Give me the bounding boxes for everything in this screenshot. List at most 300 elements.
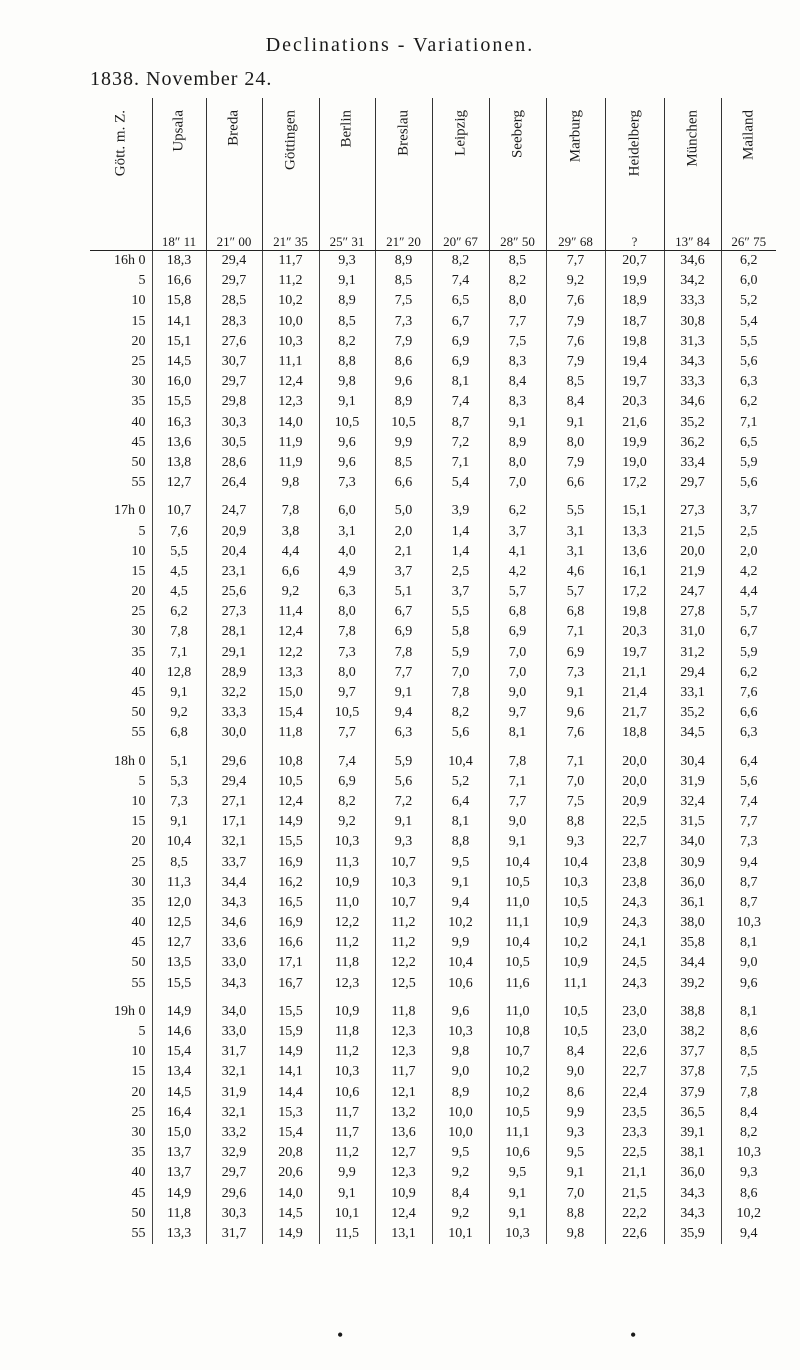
value-cell: 9,5 [489,1163,546,1183]
value-cell: 29,1 [206,643,262,663]
value-cell: 7,3 [721,832,776,852]
value-cell: 7,6 [546,332,605,352]
value-cell: 16,7 [262,974,319,994]
value-cell: 7,0 [489,473,546,493]
value-cell: 14,0 [262,1183,319,1203]
value-cell: 6,2 [489,493,546,521]
time-cell: 50 [131,454,146,470]
value-cell: 23,0 [605,1022,664,1042]
value-cell: 5,7 [489,582,546,602]
column-offset: 21″ 00 [216,234,252,249]
value-cell: 7,4 [432,392,489,412]
value-cell: 35,9 [664,1224,721,1244]
value-cell: 9,3 [546,832,605,852]
column-header-berlin [319,98,375,251]
value-cell: 27,1 [206,792,262,812]
value-cell: 14,5 [152,1083,206,1103]
value-cell: 11,7 [262,251,319,272]
table-row [90,933,776,953]
value-cell: 10,5 [262,772,319,792]
value-cell: 6,6 [262,562,319,582]
column-offset: ? [631,234,638,249]
value-cell: 8,2 [432,251,489,272]
value-cell: 19,7 [605,372,664,392]
value-cell: 5,5 [152,542,206,562]
value-cell: 20,0 [664,542,721,562]
value-cell: 16,9 [262,852,319,872]
time-cell: 5 [138,773,146,789]
value-cell: 34,6 [206,913,262,933]
value-cell: 11,4 [262,602,319,622]
time-cell: 25 [131,604,146,620]
table-row [90,291,776,311]
value-cell: 5,9 [432,643,489,663]
value-cell: 11,0 [319,893,375,913]
value-cell: 6,5 [721,433,776,453]
value-cell: 9,1 [546,1163,605,1183]
table-row [90,832,776,852]
value-cell: 13,6 [375,1123,432,1143]
table-row [90,873,776,893]
value-cell: 12,3 [319,974,375,994]
value-cell: 4,5 [152,562,206,582]
value-cell: 23,8 [605,873,664,893]
value-cell: 8,0 [319,602,375,622]
column-offset: 21″ 20 [386,234,421,249]
value-cell: 34,6 [664,392,721,412]
value-cell: 11,2 [375,933,432,953]
value-cell: 7,5 [489,332,546,352]
value-cell: 31,7 [206,1224,262,1244]
value-cell: 2,5 [721,521,776,541]
value-cell: 6,8 [546,602,605,622]
time-cell: 40 [131,1165,146,1181]
time-cell: 5 [138,1024,146,1040]
value-cell: 10,3 [721,1143,776,1163]
value-cell: 32,9 [206,1143,262,1163]
value-cell: 9,2 [432,1163,489,1183]
table-row [90,744,776,772]
value-cell: 20,3 [605,622,664,642]
value-cell: 4,1 [489,542,546,562]
value-cell: 19,4 [605,352,664,372]
value-cell: 5,9 [375,744,432,772]
table-row [90,271,776,291]
value-cell: 11,1 [489,1123,546,1143]
value-cell: 22,5 [605,1143,664,1163]
value-cell: 32,1 [206,832,262,852]
value-cell: 12,7 [152,933,206,953]
value-cell: 4,2 [489,562,546,582]
value-cell: 10,4 [489,852,546,872]
table-row [90,433,776,453]
value-cell: 15,4 [262,703,319,723]
value-cell: 10,5 [375,413,432,433]
value-cell: 10,9 [319,873,375,893]
value-cell: 34,0 [206,994,262,1022]
table-row [90,372,776,392]
value-cell: 22,5 [605,812,664,832]
value-cell: 7,5 [721,1062,776,1082]
value-cell: 15,9 [262,1022,319,1042]
value-cell: 13,6 [152,433,206,453]
value-cell: 5,3 [152,772,206,792]
value-cell: 6,3 [319,582,375,602]
table-row [90,1224,776,1244]
value-cell: 10,3 [721,913,776,933]
value-cell: 31,7 [206,1042,262,1062]
value-cell: 7,7 [721,812,776,832]
time-cell: 55 [131,975,146,991]
value-cell: 23,3 [605,1123,664,1143]
value-cell: 4,9 [319,562,375,582]
time-cell: 20 [131,333,146,349]
value-cell: 13,7 [152,1143,206,1163]
value-cell: 11,8 [319,953,375,973]
value-cell: 9,1 [432,873,489,893]
value-cell: 8,6 [546,1083,605,1103]
value-cell: 7,0 [489,663,546,683]
value-cell: 3,7 [375,562,432,582]
table-row [90,453,776,473]
time-cell: 45 [131,685,146,701]
value-cell: 27,3 [206,602,262,622]
value-cell: 7,6 [546,723,605,743]
value-cell: 21,1 [605,1163,664,1183]
value-cell: 31,3 [664,332,721,352]
value-cell: 36,5 [664,1103,721,1123]
time-cell: 50 [131,955,146,971]
value-cell: 10,0 [262,312,319,332]
value-cell: 8,1 [721,933,776,953]
value-cell: 10,2 [262,291,319,311]
value-cell: 7,7 [319,723,375,743]
value-cell: 21,4 [605,683,664,703]
value-cell: 10,5 [546,1022,605,1042]
value-cell: 10,5 [489,1103,546,1123]
value-cell: 12,7 [152,473,206,493]
value-cell: 15,8 [152,291,206,311]
value-cell: 14,5 [262,1204,319,1224]
value-cell: 5,9 [721,643,776,663]
value-cell: 9,8 [262,473,319,493]
value-cell: 8,6 [375,352,432,372]
value-cell: 21,9 [664,562,721,582]
value-cell: 7,8 [375,643,432,663]
value-cell: 10,3 [262,332,319,352]
value-cell: 8,9 [489,433,546,453]
value-cell: 29,4 [206,772,262,792]
value-cell: 9,0 [432,1062,489,1082]
table-row [90,1062,776,1082]
value-cell: 6,6 [721,703,776,723]
value-cell: 33,0 [206,1022,262,1042]
column-offset: 25″ 31 [329,234,365,249]
value-cell: 33,4 [664,453,721,473]
table-body [90,251,776,1245]
time-cell: 15 [131,814,146,830]
value-cell: 10,6 [319,1083,375,1103]
value-cell: 7,7 [489,312,546,332]
time-cell: 5 [138,523,146,539]
value-cell: 34,3 [206,974,262,994]
table-row [90,1143,776,1163]
value-cell: 9,4 [432,893,489,913]
value-cell: 26,4 [206,473,262,493]
time-cell: 50 [131,1205,146,1221]
value-cell: 6,3 [375,723,432,743]
value-cell: 11,8 [262,723,319,743]
value-cell: 22,4 [605,1083,664,1103]
value-cell: 9,1 [546,413,605,433]
value-cell: 38,2 [664,1022,721,1042]
value-cell: 6,9 [489,622,546,642]
value-cell: 13,8 [152,453,206,473]
value-cell: 30,5 [206,433,262,453]
value-cell: 5,4 [432,473,489,493]
value-cell: 11,2 [319,933,375,953]
value-cell: 24,3 [605,913,664,933]
value-cell: 8,8 [546,1204,605,1224]
value-cell: 6,2 [721,251,776,272]
time-cell: 30 [131,1124,146,1140]
value-cell: 11,7 [375,1062,432,1082]
value-cell: 8,5 [721,1042,776,1062]
value-cell: 9,6 [319,433,375,453]
value-cell: 7,3 [152,792,206,812]
value-cell: 11,8 [152,1204,206,1224]
value-cell: 31,0 [664,622,721,642]
value-cell: 10,3 [546,873,605,893]
value-cell: 2,5 [432,562,489,582]
value-cell: 12,2 [262,643,319,663]
value-cell: 10,7 [152,493,206,521]
value-cell: 32,1 [206,1062,262,1082]
value-cell: 37,9 [664,1083,721,1103]
variation-table [90,98,776,1244]
time-cell: 35 [131,644,146,660]
value-cell: 8,9 [432,1083,489,1103]
value-cell: 7,9 [546,352,605,372]
value-cell: 23,1 [206,562,262,582]
value-cell: 23,5 [605,1103,664,1123]
value-cell: 10,9 [319,994,375,1022]
value-cell: 9,0 [721,953,776,973]
value-cell: 11,2 [319,1042,375,1062]
value-cell: 9,1 [546,683,605,703]
value-cell: 6,2 [721,392,776,412]
value-cell: 19,9 [605,271,664,291]
value-cell: 9,0 [489,683,546,703]
value-cell: 8,2 [319,332,375,352]
value-cell: 9,1 [489,832,546,852]
value-cell: 14,9 [262,1042,319,1062]
value-cell: 10,7 [375,852,432,872]
value-cell: 13,2 [375,1103,432,1123]
value-cell: 10,7 [375,893,432,913]
column-header-seeberg [489,98,546,251]
value-cell: 31,9 [664,772,721,792]
value-cell: 12,5 [375,974,432,994]
value-cell: 6,7 [432,312,489,332]
table-row [90,1183,776,1203]
value-cell: 16,6 [152,271,206,291]
value-cell: 3,7 [489,521,546,541]
column-name: Seeberg [509,110,525,159]
value-cell: 9,2 [432,1204,489,1224]
value-cell: 7,2 [432,433,489,453]
time-cell: 20 [131,1084,146,1100]
value-cell: 37,8 [664,1062,721,1082]
value-cell: 5,1 [152,744,206,772]
table-row [90,542,776,562]
time-cell: 15 [131,563,146,579]
column-offset: 21″ 35 [273,234,308,249]
value-cell: 9,4 [375,703,432,723]
column-header-breda [206,98,262,251]
table-row [90,622,776,642]
value-cell: 35,2 [664,413,721,433]
value-cell: 3,1 [546,521,605,541]
table-row [90,663,776,683]
value-cell: 7,6 [721,683,776,703]
value-cell: 3,8 [262,521,319,541]
value-cell: 17,1 [262,953,319,973]
value-cell: 7,0 [432,663,489,683]
table-row [90,953,776,973]
value-cell: 9,9 [375,433,432,453]
value-cell: 11,2 [262,271,319,291]
value-cell: 28,3 [206,312,262,332]
value-cell: 8,2 [319,792,375,812]
value-cell: 9,5 [432,1143,489,1163]
value-cell: 30,4 [664,744,721,772]
time-cell: 55 [131,725,146,741]
value-cell: 11,5 [319,1224,375,1244]
value-cell: 16,0 [152,372,206,392]
value-cell: 14,9 [152,994,206,1022]
time-cell: 35 [131,1145,146,1161]
value-cell: 11,3 [319,852,375,872]
column-offset: 26″ 75 [731,234,767,249]
value-cell: 22,7 [605,832,664,852]
column-header-gott [90,98,152,251]
table-row [90,812,776,832]
value-cell: 19,8 [605,332,664,352]
value-cell: 14,1 [152,312,206,332]
value-cell: 39,2 [664,974,721,994]
value-cell: 33,2 [206,1123,262,1143]
value-cell: 5,2 [721,291,776,311]
value-cell: 9,1 [319,271,375,291]
value-cell: 7,2 [375,792,432,812]
value-cell: 8,0 [489,291,546,311]
value-cell: 6,0 [721,271,776,291]
value-cell: 8,1 [489,723,546,743]
value-cell: 6,9 [375,622,432,642]
time-cell: 17h 0 [114,503,146,519]
value-cell: 12,4 [262,792,319,812]
value-cell: 10,1 [319,1204,375,1224]
value-cell: 33,6 [206,933,262,953]
value-cell: 6,4 [721,744,776,772]
value-cell: 30,0 [206,723,262,743]
value-cell: 9,8 [319,372,375,392]
value-cell: 12,4 [262,372,319,392]
column-offset: 28″ 50 [500,234,535,249]
time-cell: 15 [131,313,146,329]
value-cell: 10,2 [721,1204,776,1224]
value-cell: 21,5 [664,521,721,541]
value-cell: 9,6 [375,372,432,392]
value-cell: 10,8 [489,1022,546,1042]
value-cell: 6,5 [432,291,489,311]
value-cell: 10,2 [489,1062,546,1082]
table-row [90,521,776,541]
value-cell: 10,5 [319,413,375,433]
value-cell: 20,8 [262,1143,319,1163]
time-cell: 10 [131,543,146,559]
column-header-mailand [721,98,776,251]
table-row [90,413,776,433]
value-cell: 24,1 [605,933,664,953]
value-cell: 8,5 [152,852,206,872]
table-row [90,352,776,372]
value-cell: 32,4 [664,792,721,812]
value-cell: 29,7 [206,271,262,291]
column-name: Leipzig [452,110,468,156]
value-cell: 18,9 [605,291,664,311]
value-cell: 15,0 [152,1123,206,1143]
header-row [90,98,776,251]
value-cell: 7,8 [152,622,206,642]
value-cell: 12,2 [375,953,432,973]
value-cell: 15,4 [152,1042,206,1062]
value-cell: 31,5 [664,812,721,832]
value-cell: 8,6 [721,1022,776,1042]
value-cell: 10,4 [432,744,489,772]
value-cell: 28,9 [206,663,262,683]
value-cell: 8,4 [546,392,605,412]
value-cell: 9,3 [721,1163,776,1183]
value-cell: 10,5 [489,873,546,893]
value-cell: 12,3 [375,1163,432,1183]
time-cell: 10 [131,293,146,309]
value-cell: 7,3 [319,473,375,493]
time-cell: 15 [131,1064,146,1080]
value-cell: 10,1 [432,1224,489,1244]
value-cell: 5,7 [721,602,776,622]
value-cell: 19,7 [605,643,664,663]
value-cell: 29,7 [206,1163,262,1183]
value-cell: 7,8 [489,744,546,772]
value-cell: 7,4 [319,744,375,772]
column-name: Berlin [338,110,355,148]
value-cell: 36,2 [664,433,721,453]
value-cell: 5,5 [546,493,605,521]
time-cell: 40 [131,664,146,680]
value-cell: 16,6 [262,933,319,953]
value-cell: 39,1 [664,1123,721,1143]
value-cell: 10,4 [546,852,605,872]
value-cell: 13,6 [605,542,664,562]
value-cell: 5,5 [721,332,776,352]
value-cell: 6,2 [721,663,776,683]
value-cell: 5,7 [546,582,605,602]
table-row [90,602,776,622]
value-cell: 7,8 [319,622,375,642]
value-cell: 13,3 [262,663,319,683]
